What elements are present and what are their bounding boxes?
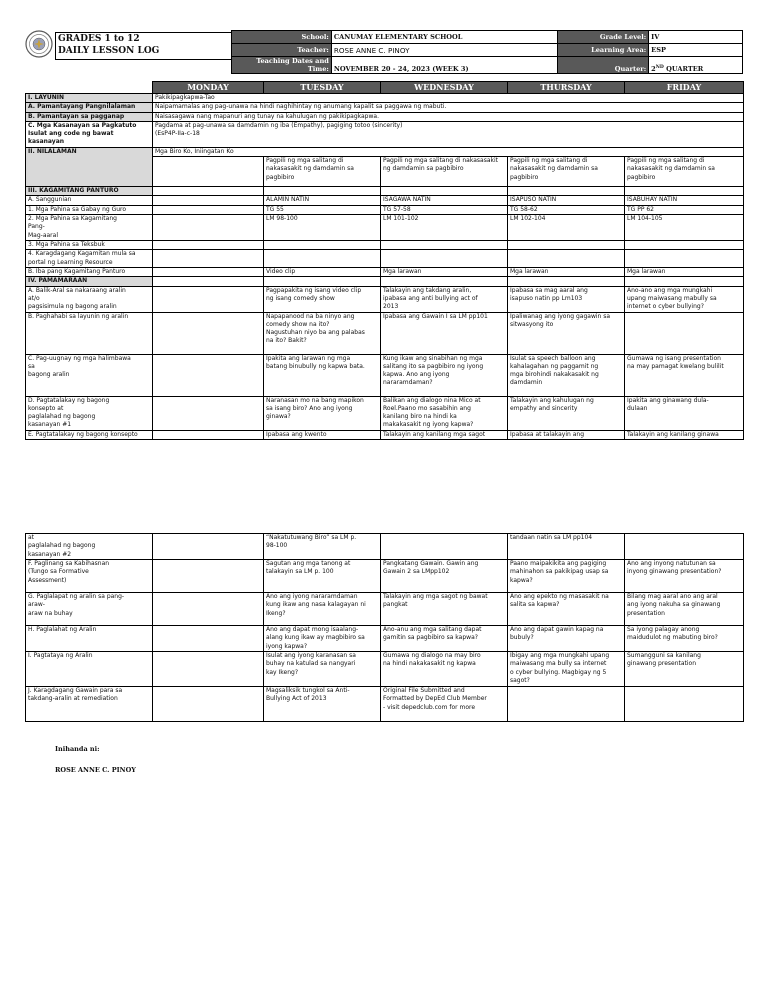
row-cell: Ano-ano ang mga mungkahi upang maiwasang mabully sa internet o cyber bullying?: [625, 286, 744, 312]
nilalaman-cell: Pagpili ng mga salitang di nakasasakit ng damdamin sa pagbibiro: [625, 157, 744, 187]
row-cell: LM 98-100: [264, 215, 381, 241]
empty-cell: [508, 187, 625, 196]
deped-seal-icon: [25, 30, 53, 58]
row-cell: [153, 593, 264, 626]
row-cell: [153, 396, 264, 430]
row-label: C. Pag-uugnay ng mga halimbawa sa bagong aralin: [26, 354, 153, 396]
row-cell: Ano ang inyong natutunan sa inyong ginawang presentation?: [625, 560, 744, 593]
kasanayan-label: C. Mga Kasanayan sa Pagkatuto Isulat ang code ng bawat kasanayan: [28, 121, 137, 146]
table-row: [26, 626, 744, 652]
pamantayan-pagganap-value: Naisasagawa nang mapanuri ang tunay na kahulugan ng pakikipagkapwa.: [153, 112, 744, 121]
dates-label: [232, 57, 332, 74]
row-cell: Talakayin ang takdang aralin, ipabasa ang anti bullying act of 2013: [381, 286, 508, 312]
teacher-value: ROSE ANNE C. PINOY: [331, 44, 558, 57]
row-cell: [264, 250, 381, 268]
row-label: G. Paglalapat ng aralin sa pang- araw- araw na buhay: [26, 593, 153, 626]
row-label: at paglalahad ng bagong kasanayan #2: [26, 534, 153, 560]
row-cell: Ipakita ang ginawang dula- dulaan: [625, 396, 744, 430]
area-label: Learning Area:: [558, 44, 649, 57]
quarter-value: [649, 57, 743, 74]
row-label: H. Paglalahat ng Aralin: [26, 626, 153, 652]
row-cell: [153, 205, 264, 214]
quarter-word: QUARTER: [663, 65, 704, 73]
row-cell: [381, 534, 508, 560]
row-cell: Ipaliwanag ang iyong gagawin sa sitwasyong ito: [508, 312, 625, 354]
table-row: [26, 396, 744, 430]
row-cell: Talakayin ang kahulugan ng empathy and sincerity: [508, 396, 625, 430]
empty-cell: [264, 187, 381, 196]
row-cell: [153, 430, 264, 439]
teacher-label: Teacher:: [232, 44, 332, 57]
row-cell: [153, 312, 264, 354]
quarter-suffix: ND: [655, 64, 664, 70]
row-label-pamantayan-pagganap: B. Pamantayan sa pagganap: [26, 112, 153, 121]
row-cell: [381, 241, 508, 250]
row-cell: Pagpapakita ng isang video clip ng isang comedy show: [264, 286, 381, 312]
prepared-by-name: ROSE ANNE C. PINOY: [55, 766, 136, 774]
row-cell: [508, 241, 625, 250]
row-cell: ALAMIN NATIN: [264, 196, 381, 205]
table-row: [26, 196, 744, 205]
row-label: D. Pagtatalakay ng bagong konsepto at paglalahad ng bagong kasanayan #1: [26, 396, 153, 430]
row-cell: TG 57-58: [381, 205, 508, 214]
table-row: [26, 354, 744, 396]
row-cell: Naranasan mo na bang mapikon sa isang biro? Ano ang iyong ginawa?: [264, 396, 381, 430]
header: [25, 30, 743, 73]
table-row: [26, 267, 744, 276]
row-label: 3. Mga Pahina sa Teksbuk: [26, 241, 153, 250]
day-header-monday: MONDAY: [153, 82, 264, 94]
row-cell: [153, 534, 264, 560]
lesson-log-page: [25, 30, 743, 774]
day-header-thursday: THURSDAY: [508, 82, 625, 94]
row-cell: Ipabasa sa mag aaral ang isapuso natin pp Lm103: [508, 286, 625, 312]
kasanayan-value: Pagdama at pag-unawa sa damdamin ng iba (Empathy), pagiging totoo (sincerity) (EsP4P-IIa-c-18: [153, 121, 744, 147]
kagamitan-rows: [26, 196, 744, 277]
nilalaman-cell: Pagpili ng mga salitang di nakasasakit ng damdamin sa pagbibiro: [381, 157, 508, 187]
title-line-1: GRADES 1 to 12: [58, 34, 140, 44]
empty-cell: [508, 277, 625, 286]
log-title: [55, 32, 234, 60]
section-pamamaraan: IV. PAMAMARAAN: [26, 277, 153, 286]
table-row: [26, 687, 744, 722]
row-cell: Original File Submitted and Formatted by DepEd Club Member - visit depedclub.com for more: [381, 687, 508, 722]
prepared-by-label: Inihanda ni:: [55, 745, 100, 753]
row-cell: Sa iyong palagay anong maidudulot ng mabuting biro?: [625, 626, 744, 652]
nilalaman-value: Mga Biro Ko, Iniingatan Ko: [153, 147, 744, 156]
layunin-value: Pakikipagkapwa-Tao: [153, 94, 744, 103]
row-label: A. Balik-Aral sa nakaraang aralin at/o pagsisimula ng bagong aralin: [26, 286, 153, 312]
table-row: [26, 652, 744, 687]
row-label: F. Paglinang sa Kabihasnan (Tungo sa Formative Assessment): [26, 560, 153, 593]
row-label: E. Pagtatalakay ng bagong konsepto: [26, 430, 153, 439]
pamantayang-pangnilalaman-value: Naipamamalas ang pag-unawa na hindi naghihintay ng anumang kapalit sa paggawa ng mabuti.: [153, 103, 744, 112]
row-cell: [625, 534, 744, 560]
row-cell: tandaan natin sa LM pp104: [508, 534, 625, 560]
row-cell: Isulat sa speech balloon ang kahalagahan ng paggamit ng mga birohindi nakakasakit ng damdamin: [508, 354, 625, 396]
quarter-number: 2: [651, 65, 656, 73]
row-cell: [625, 312, 744, 354]
nilalaman-cell: Pagpili ng mga salitang di nakasasakit ng damdamin sa pagbibiro: [508, 157, 625, 187]
section-kagamitan: III. KAGAMITANG PANTURO: [26, 187, 153, 196]
row-cell: [153, 652, 264, 687]
row-cell: [625, 250, 744, 268]
row-cell: [153, 215, 264, 241]
row-cell: Ano ang dapat mong isaalang- alang kung ikaw ay magbibiro sa iyong kapwa?: [264, 626, 381, 652]
row-cell: Sumangguni sa kanilang ginawang presentation: [625, 652, 744, 687]
table-row: [26, 215, 744, 241]
title-line-2: DAILY LESSON LOG: [58, 46, 160, 56]
row-cell: [153, 241, 264, 250]
row-cell: Ipabasa ang kwento: [264, 430, 381, 439]
lesson-table-part-1: [25, 81, 744, 440]
row-cell: [153, 286, 264, 312]
area-value: ESP: [649, 44, 743, 57]
row-cell: [153, 626, 264, 652]
row-cell: Magsaliksik tungkol sa Anti- Bullying Act of 2013: [264, 687, 381, 722]
empty-cell: [153, 187, 264, 196]
row-cell: Mga larawan: [508, 267, 625, 276]
row-cell: Ipabasa ang Gawain I sa LM pp101: [381, 312, 508, 354]
row-label: 1. Mga Pahina sa Gabay ng Guro: [26, 205, 153, 214]
row-cell: TG PP 62: [625, 205, 744, 214]
lesson-table-part-2: [25, 533, 744, 722]
row-cell: [625, 687, 744, 722]
row-label-pamantayang-pangnilalaman: A. Pamantayang Pangnilalaman: [26, 103, 153, 112]
pamamaraan-rows: [26, 286, 744, 439]
row-cell: [153, 560, 264, 593]
row-cell: Ipabasa at talakayin ang: [508, 430, 625, 439]
row-cell: LM 104-105: [625, 215, 744, 241]
day-header-tuesday: TUESDAY: [264, 82, 381, 94]
row-cell: Napapanood na ba ninyo ang comedy show na ito? Nagustuhan niyo ba ang palabas na ito? Bakit?: [264, 312, 381, 354]
row-cell: “Nakatutuwang Biro” sa LM p. 98-100: [264, 534, 381, 560]
row-cell: [508, 250, 625, 268]
day-header-friday: FRIDAY: [625, 82, 744, 94]
empty-cell: [153, 277, 264, 286]
day-header-wednesday: WEDNESDAY: [381, 82, 508, 94]
table-row: [26, 250, 744, 268]
row-cell: Balikan ang dialogo nina Mico at Roel.Paano mo sasabihin ang kanilang biro na hindi ka makakasakit ng iyong kapwa?: [381, 396, 508, 430]
section-layunin: I. LAYUNIN: [26, 94, 153, 103]
row-cell: Kung ikaw ang sinabihan ng mga salitang ito sa pagbibiro ng iyong kapwa. Ano ang iyong nararamdaman?: [381, 354, 508, 396]
row-cell: ISABUHAY NATIN: [625, 196, 744, 205]
grade-value: IV: [649, 31, 743, 44]
row-cell: Mga larawan: [625, 267, 744, 276]
school-value: CANUMAY ELEMENTARY SCHOOL: [331, 31, 558, 44]
row-cell: ISAGAWA NATIN: [381, 196, 508, 205]
row-cell: [153, 267, 264, 276]
row-cell: [153, 250, 264, 268]
row-cell: Ipakita ang larawan ng mga batang binubully ng kapwa bata.: [264, 354, 381, 396]
row-cell: Video clip: [264, 267, 381, 276]
row-cell: Paano maipakikita ang pagiging mahinahon sa pakikipag usap sa kapwa?: [508, 560, 625, 593]
empty-cell: [381, 187, 508, 196]
row-cell: Ano ang epekto ng masasakit na salita sa kapwa?: [508, 593, 625, 626]
empty-cell: [625, 277, 744, 286]
grade-label: Grade Level:: [558, 31, 649, 44]
school-label: School:: [232, 31, 332, 44]
quarter-label: Quarter:: [558, 57, 649, 74]
row-cell: Talakayin ang kanilang mga sagot: [381, 430, 508, 439]
section-nilalaman: II. NILALAMAN: [26, 147, 153, 186]
table-row: [26, 430, 744, 439]
row-cell: Talakayin ang mga sagot ng bawat pangkat: [381, 593, 508, 626]
row-cell: [153, 687, 264, 722]
empty-cell: [625, 187, 744, 196]
row-cell: Mga larawan: [381, 267, 508, 276]
nilalaman-cell: [153, 157, 264, 187]
empty-cell: [264, 277, 381, 286]
row-cell: [264, 241, 381, 250]
row-cell: Ano-anu ang mga salitang dapat gamitin sa pagbibiro sa kapwa?: [381, 626, 508, 652]
row-cell: LM 101-102: [381, 215, 508, 241]
table-row: [26, 312, 744, 354]
table-row: [26, 534, 744, 560]
table-row: [26, 205, 744, 214]
row-label: 4. Karagdagang Kagamitan mula sa portal ng Learning Resource: [26, 250, 153, 268]
row-cell: Isulat ang iyong karanasan sa buhay na katulad sa nangyari kay Ikeng?: [264, 652, 381, 687]
row-cell: [153, 196, 264, 205]
row-label: A. Sanggunian: [26, 196, 153, 205]
row-label: J. Karagdagang Gawain para sa takdang-aralin at remediation: [26, 687, 153, 722]
row-label: B. Paghahabi sa layunin ng aralin: [26, 312, 153, 354]
row-cell: LM 102-104: [508, 215, 625, 241]
row-cell: [381, 250, 508, 268]
empty-cell: [381, 277, 508, 286]
row-cell: [508, 687, 625, 722]
row-cell: Pangkatang Gawain. Gawin ang Gawain 2 sa LMpp102: [381, 560, 508, 593]
dates-label-line-2: Time:: [307, 65, 329, 73]
row-cell: Ano ang iyong nararamdaman kung ikaw ang nasa kalagayan ni Ikeng?: [264, 593, 381, 626]
part-2-rows: [26, 534, 744, 722]
table-row: [26, 560, 744, 593]
header-info-table: [231, 30, 743, 74]
corner-cell: [26, 82, 153, 94]
row-cell: Gumawa ng dialogo na may biro na hindi nakakasakit ng kapwa: [381, 652, 508, 687]
row-cell: TG 55: [264, 205, 381, 214]
row-cell: Ano ang dapat gawin kapag na bubuly?: [508, 626, 625, 652]
row-label: B. Iba pang Kagamitang Panturo: [26, 267, 153, 276]
row-cell: TG 58-62: [508, 205, 625, 214]
table-row: [26, 241, 744, 250]
row-cell: Sagutan ang mga tanong at talakayin sa LM p. 100: [264, 560, 381, 593]
nilalaman-cell: Pagpili ng mga salitang di nakasasakit ng damdamin sa pagbibiro: [264, 157, 381, 187]
row-cell: [625, 241, 744, 250]
dates-label-line-1: Teaching Dates and: [256, 57, 329, 65]
row-cell: ISAPUSO NATIN: [508, 196, 625, 205]
table-row: [26, 593, 744, 626]
row-cell: Ibigay ang mga mungkahi upang maiwasang ma bully sa internet o cyber bullying. Magbigay ng 5 sagot?: [508, 652, 625, 687]
row-cell: Gumawa ng isang presentation na may pamagat kwelang bulilit: [625, 354, 744, 396]
row-cell: Bilang mag aaral ano ang aral ang iyong nakuha sa ginawang presentation: [625, 593, 744, 626]
table-row: [26, 286, 744, 312]
row-cell: [153, 354, 264, 396]
dates-value: NOVEMBER 20 - 24, 2023 (WEEK 3): [331, 57, 558, 74]
row-label: I. Pagtataya ng Aralin: [26, 652, 153, 687]
row-cell: Talakayin ang kanilang ginawa: [625, 430, 744, 439]
row-label: 2. Mga Pahina sa Kagamitang Pang- Mag-aaral: [26, 215, 153, 241]
row-label-kasanayan: [26, 121, 153, 147]
